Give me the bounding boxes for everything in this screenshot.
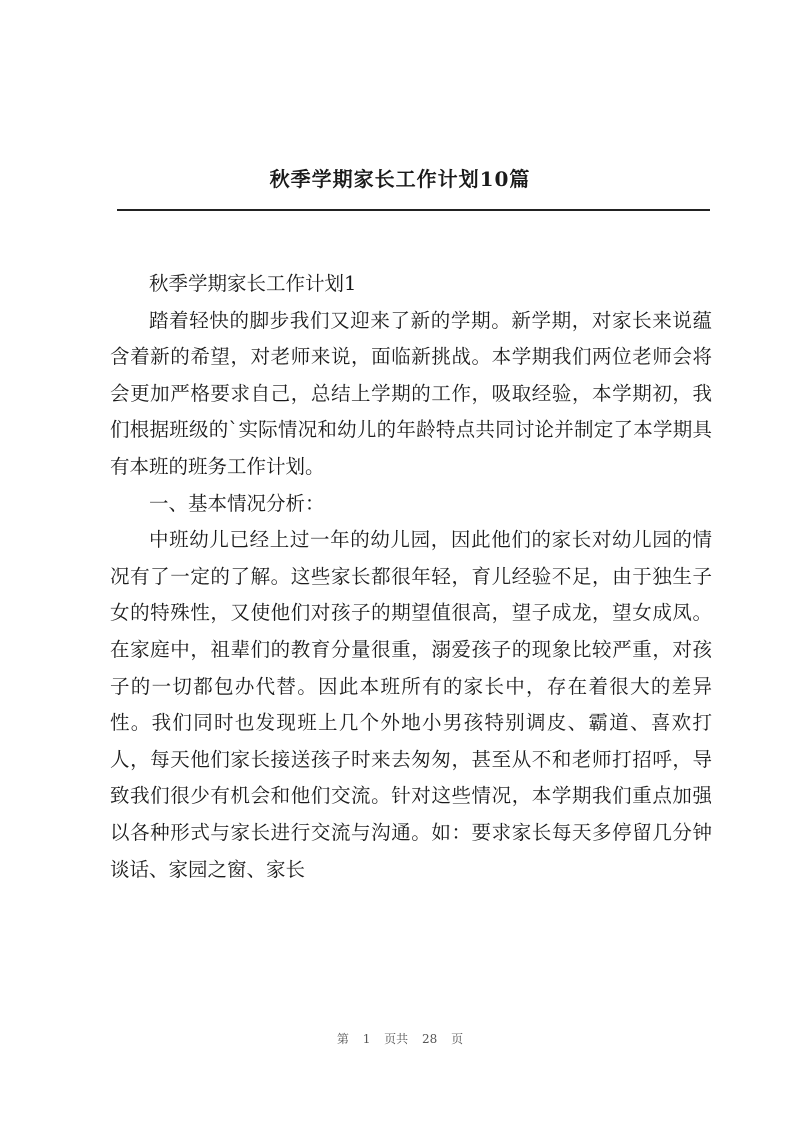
total-page-count: 28 — [422, 1032, 438, 1046]
document-title: 秋季学期家长工作计划10篇 — [269, 167, 531, 191]
page-footer — [0, 1030, 800, 1047]
paragraph: 中班幼儿已经上过一年的幼儿园，因此他们的家长对幼儿园的情况有了一定的了解。这些家长都很年轻，育儿经验不足，由于独生子女的特殊性，又使他们对孩子的期望值很高，望子成龙，望女成凤。在家庭中，祖辈们的教育分量很重，溺爱孩子的现象比较严重，对孩子的一切都包办代替。因此本班所有的家长中，存在着很大的差异性。我们同时也发现班上几个外地小男孩特别调皮、霸道、喜欢打人，每天他们家长接送孩子时来去匆匆，甚至从不和老师打招呼，导致我们很少有机会和他们交流。针对这些情况，本学期我们重点加强以各种形式与家长进行交流与沟通。如：要求家长每天多停留几分钟谈话、家园之窗、家长 — [110, 528, 712, 881]
document-body — [110, 266, 712, 888]
current-page-number: 1 — [362, 1032, 371, 1046]
footer-prefix: 第 — [336, 1032, 349, 1046]
title-divider — [117, 209, 710, 211]
paragraph: 踏着轻快的脚步我们又迎来了新的学期。新学期，对家长来说蕴含着新的希望，对老师来说，面临新挑战。本学期我们两位老师会将会更加严格要求自己，总结上学期的工作，吸取经验，本学期初，我们根据班级的`实际情况和幼儿的年龄特点共同讨论并制定了本学期具有本班的班务工作计划。 — [110, 308, 712, 478]
footer-middle: 页共 — [384, 1032, 409, 1046]
section-heading: 秋季学期家长工作计划1 — [149, 272, 357, 295]
subsection-heading: 一、基本情况分析： — [149, 491, 325, 515]
footer-suffix: 页 — [451, 1032, 464, 1046]
